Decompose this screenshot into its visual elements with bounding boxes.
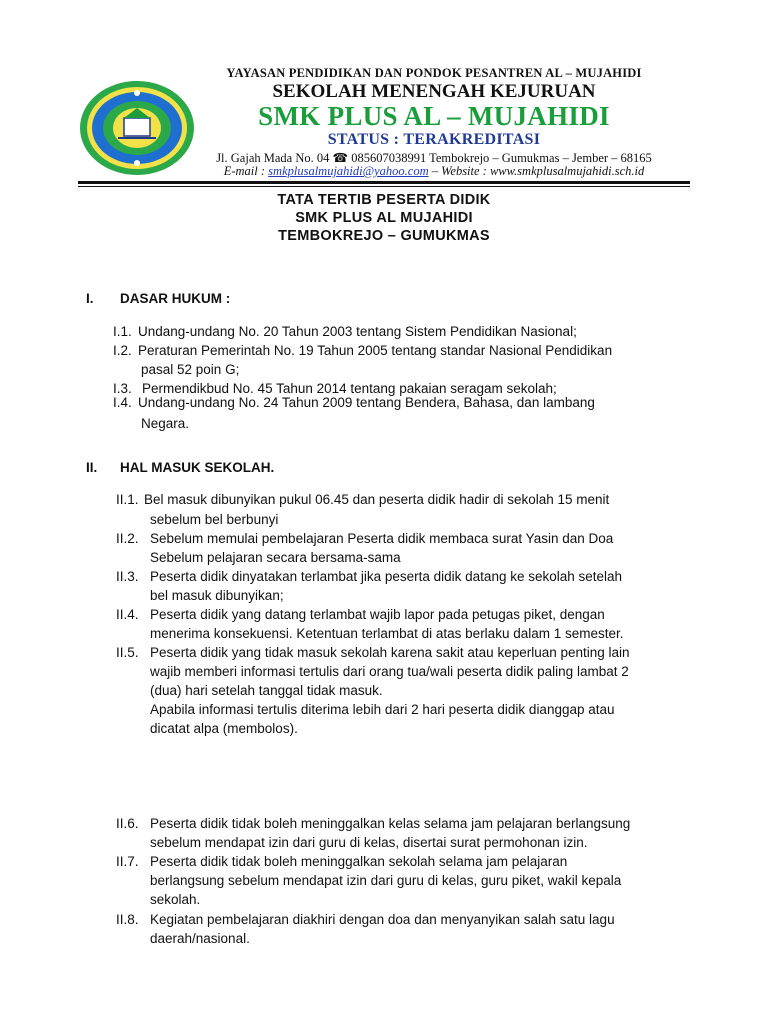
school-emblem-icon [78,78,196,178]
item-text-cont: bel masuk dibunyikan; [150,588,284,603]
email-link[interactable]: smkplusalmujahidi@yahoo.com [268,164,429,178]
item-text-cont: dicatat alpa (membolos). [150,721,298,736]
item-text-cont: pasal 52 poin G; [141,362,240,377]
item-text-cont: sebelum mendapat izin dari guru di kelas, disertai surat permohonan izin. [150,835,588,850]
school-type: SEKOLAH MENENGAH KEJURUAN [272,81,596,102]
item-text: Peserta didik tidak boleh meninggalkan kelas selama jam pelajaran berlangsung [150,816,631,831]
section-number: I. [86,291,94,306]
item-label: II.8. [116,912,139,927]
letterhead [0,0,768,185]
item-text: Permendikbud No. 45 Tahun 2014 tentang pakaian seragam sekolah; [142,381,557,396]
website-text: www.smkplusalmujahidi.sch.id [489,164,645,178]
item-label: II.5. [116,645,139,660]
item-label: II.7. [116,854,139,869]
item-text-cont: sebelum bel berbunyi [150,512,279,527]
item-text: Peserta didik dinyatakan terlambat jika peserta didik datang ke sekolah setelah [150,569,623,584]
address-phone: 085607038991 Tembokrejo – Gumukmas – Jember – 68165 [351,151,652,165]
email-label: E-mail : [223,164,269,178]
item-text: Undang-undang No. 24 Tahun 2009 tentang Bendera, Bahasa, dan lambang [138,395,595,410]
letterhead-divider-thick [78,181,690,184]
contact-line [180,164,688,179]
phone-icon: ☎ [332,151,349,165]
item-label: I.3. [113,381,132,396]
item-text: Peserta didik yang tidak masuk sekolah karena sakit atau keperluan penting lain [150,645,630,660]
item-text-cont: berlangsung sebelum mendapat izin dari guru di kelas, guru piket, wakil kepala [150,873,622,888]
section-number: II. [86,460,98,475]
item-text-cont: Apabila informasi tertulis diterima lebih dari 2 hari peserta didik dianggap atau [150,702,615,717]
accreditation-status: STATUS : TERAKREDITASI [327,131,541,148]
doc-title-line1: TATA TERTIB PESERTA DIDIK [277,192,491,208]
item-text: Peserta didik yang datang terlambat wajib lapor pada petugas piket, dengan [150,607,605,622]
item-text: Sebelum memulai pembelajaran Peserta didik membaca surat Yasin dan Doa [150,531,614,546]
section-title: HAL MASUK SEKOLAH. [120,460,275,475]
item-label: I.1. [113,324,132,339]
item-text-cont: daerah/nasional. [150,931,250,946]
item-label: II.2. [116,531,139,546]
section-title: DASAR HUKUM : [120,291,231,306]
letterhead-divider-thin [78,186,690,187]
item-label: I.2. [113,343,132,358]
item-label: II.3. [116,569,139,584]
item-text: Bel masuk dibunyikan pukul 06.45 dan peserta didik hadir di sekolah 15 menit [144,492,610,507]
address-street: Jl. Gajah Mada No. 04 [216,151,330,165]
school-name: SMK PLUS AL – MUJAHIDI [258,101,610,131]
item-text: Peserta didik tidak boleh meninggalkan sekolah selama jam pelajaran [150,854,568,869]
item-text-cont: wajib memberi informasi tertulis dari orang tua/wali peserta didik paling lambat 2 [150,664,629,679]
item-label: II.4. [116,607,139,622]
item-text-cont: Sebelum pelajaran secara bersama-sama [150,550,401,565]
item-label: II.6. [116,816,139,831]
item-label: II.1. [116,492,139,507]
item-text-cont: (dua) hari setelah tanggal tidak masuk. [150,683,383,698]
item-text: Kegiatan pembelajaran diakhiri dengan doa dan menyanyikan salah satu lagu [150,912,615,927]
item-text-cont: sekolah. [150,892,201,907]
doc-title-line2: SMK PLUS AL MUJAHIDI [295,210,473,226]
item-text-cont: Negara. [141,416,190,431]
yayasan-line: YAYASAN PENDIDIKAN DAN PONDOK PESANTREN AL – MUJAHIDI [226,66,642,80]
doc-title-line3: TEMBOKREJO – GUMUKMAS [278,228,490,244]
item-label: I.4. [113,395,132,410]
website-label: – Website : [428,164,490,178]
item-text-cont: menerima konsekuensi. Ketentuan terlambat di atas berlaku dalam 1 semester. [150,626,624,641]
item-text: Undang-undang No. 20 Tahun 2003 tentang Sistem Pendidikan Nasional; [138,324,577,339]
item-text: Peraturan Pemerintah No. 19 Tahun 2005 tentang standar Nasional Pendidikan [138,343,613,358]
